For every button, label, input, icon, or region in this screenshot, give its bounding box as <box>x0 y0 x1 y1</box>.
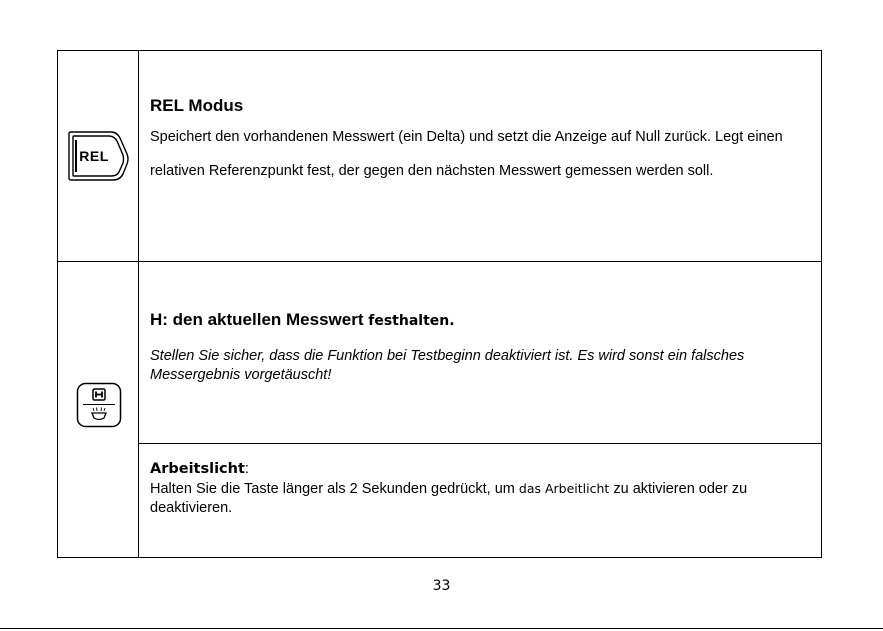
light-title-colon: : <box>244 461 249 477</box>
rel-key-label: REL <box>79 148 109 164</box>
light-title-line <box>150 460 815 479</box>
hold-section <box>150 310 815 385</box>
hold-warning: Stellen Sie sicher, dass die Funktion bei Testbeginn deaktiviert ist. Es wird sonst ein falsches Messergebnis vorgetäuscht! <box>150 348 745 383</box>
light-description <box>150 479 816 518</box>
hold-title-suffix: festhalten. <box>368 313 455 329</box>
light-description-highlight: das Arbeitlicht <box>518 481 610 496</box>
row-divider-hold-light <box>139 443 821 444</box>
rel-section <box>150 96 815 188</box>
column-divider <box>138 51 139 557</box>
light-title: Arbeitslicht <box>150 461 245 477</box>
footer-rule <box>0 628 883 629</box>
hold-title <box>150 310 815 331</box>
light-section <box>150 460 815 518</box>
rel-title: REL Modus <box>150 96 244 115</box>
rel-description: Speichert den vorhandenen Messwert (ein Delta) und setzt die Anzeige auf Null zurück. Legt einen relativen Referenzpunkt fest, der gegen den nächsten Messwert gemessen werden soll. <box>150 129 783 179</box>
light-description-end: zu aktivieren oder zu deaktivieren. <box>150 481 748 516</box>
light-description-start: Halten Sie die Taste länger als 2 Sekunden gedrückt, um <box>150 481 519 497</box>
row-divider-rel <box>58 261 821 262</box>
rel-key-icon <box>67 128 133 184</box>
hold-title-main: H: den aktuellen Messwert <box>150 310 364 329</box>
hold-light-key-icon <box>76 382 122 428</box>
page-number: 33 <box>432 578 451 594</box>
